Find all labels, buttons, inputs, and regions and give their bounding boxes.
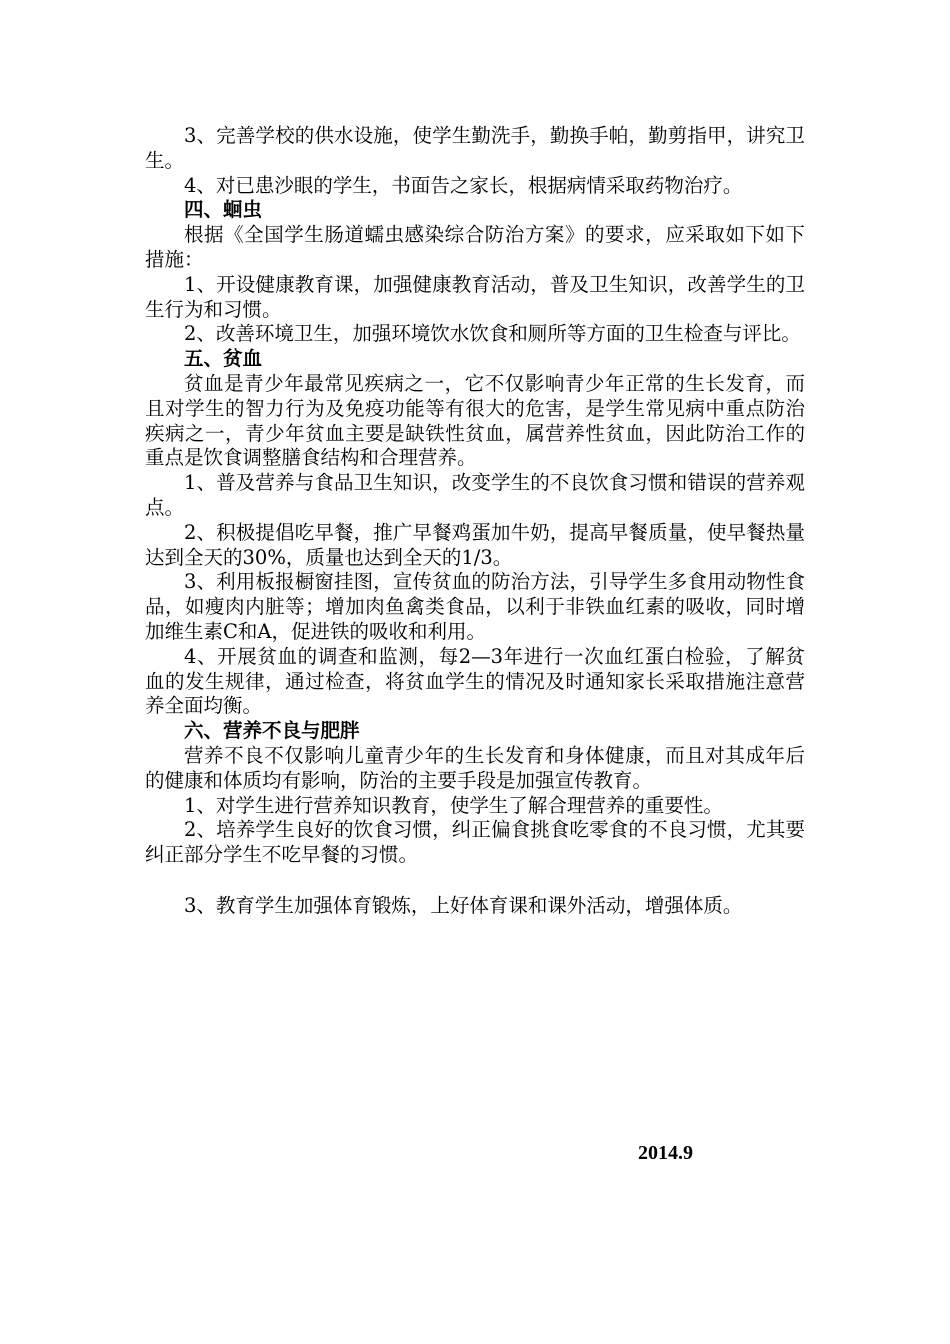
paragraph-health-education: 1、开设健康教育课，加强健康教育活动，普及卫生知识，改善学生的卫生行为和习惯。: [145, 272, 805, 321]
document-body: [145, 124, 805, 919]
paragraph-publicity: 3、利用板报橱窗挂图，宣传贫血的防治方法，引导学生多食用动物性食品，如瘦肉内脏等；增加肉鱼禽类食品，以利于非铁血红素的吸收，同时增加维生素C和A，促进铁的吸收和利用。: [145, 570, 805, 643]
paragraph-environment-hygiene: 2、改善环境卫生，加强环境饮水饮食和厕所等方面的卫生检查与评比。: [184, 322, 801, 346]
heading-anemia: 五、贫血: [184, 347, 263, 371]
document-date: 2014.9: [638, 1142, 693, 1164]
heading-roundworm: 四、蛔虫: [184, 198, 263, 222]
paragraph-eating-habits: 2、培养学生良好的饮食习惯，纠正偏食挑食吃零食的不良习惯，尤其要纠正部分学生不吃早餐的习惯。: [145, 818, 805, 867]
paragraph-nutrition-education: 1、对学生进行营养知识教育，使学生了解合理营养的重要性。: [184, 793, 723, 817]
paragraph-breakfast: 2、积极提倡吃早餐，推广早餐鸡蛋加牛奶，提高早餐质量，使早餐热量达到全天的30%，质量也达到全天的1/3。: [145, 520, 805, 569]
heading-malnutrition: 六、营养不良与肥胖: [184, 719, 360, 743]
paragraph-monitoring: 4、开展贫血的调查和监测，每2—3年进行一次血红蛋白检验，了解贫血的发生规律，通过检查，将贫血学生的情况及时通知家长采取措施注意营养全面均衡。: [145, 644, 805, 718]
paragraph-physical-exercise: 3、教育学生加强体育锻炼，上好体育课和课外活动，增强体质。: [184, 893, 743, 917]
paragraph-roundworm-intro: 根据《全国学生肠道蠕虫感染综合防治方案》的要求，应采取如下如下措施：: [145, 223, 805, 271]
paragraph-trachoma-treatment: 4、对已患沙眼的学生，书面告之家长，根据病情采取药物治疗。: [184, 173, 743, 197]
paragraph-nutrition-knowledge: 1、普及营养与食品卫生知识，改变学生的不良饮食习惯和错误的营养观点。: [145, 471, 805, 519]
paragraph-gap: [145, 868, 805, 894]
paragraph-anemia-intro: 贫血是青少年最常见疾病之一，它不仅影响青少年正常的生长发育，而且对学生的智力行为及免疫功能等有很大的危害，是学生常见病中重点防治疾病之一，青少年贫血主要是缺铁性贫血，属营养性贫血，因此防治工作的重点是饮食调整膳食结构和合理营养。: [145, 371, 805, 470]
paragraph-water-supply: 3、完善学校的供水设施，使学生勤洗手，勤换手帕，勤剪指甲，讲究卫生。: [145, 124, 805, 172]
paragraph-malnutrition-intro: 营养不良不仅影响儿童青少年的生长发育和身体健康，而且对其成年后的健康和体质均有影响，防治的主要手段是加强宣传教育。: [145, 743, 805, 792]
